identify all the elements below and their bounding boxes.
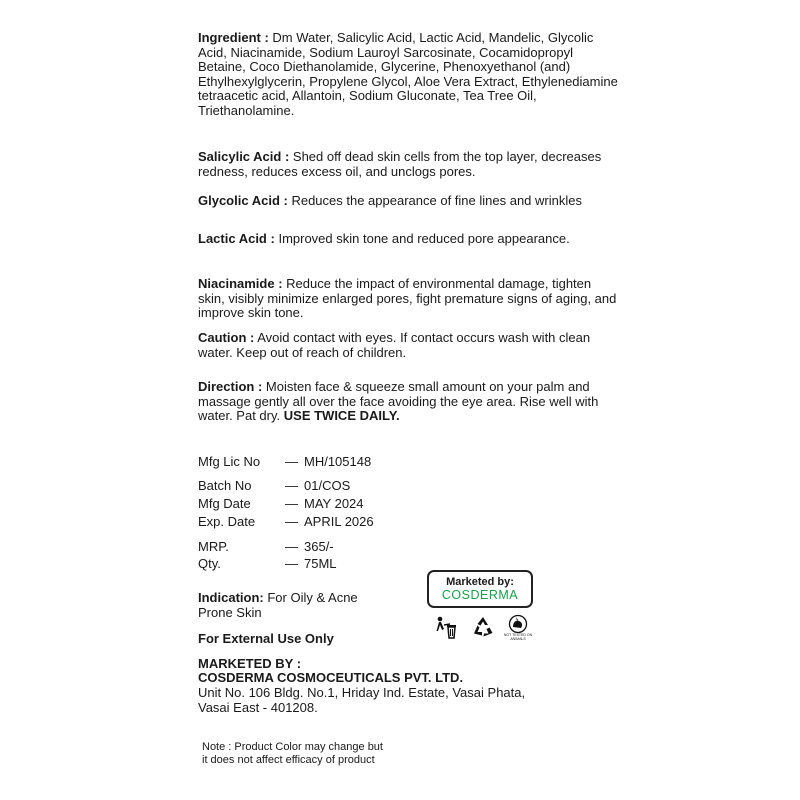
recycle-icon <box>471 615 495 644</box>
indication-heading: Indication: <box>198 590 264 605</box>
ingredient-block <box>198 31 618 119</box>
spec-dash: — <box>285 478 298 493</box>
marketer-company: COSDERMA COSMOCEUTICALS PVT. LTD. <box>198 670 464 685</box>
spec-value: MH/105148 <box>304 454 372 469</box>
spec-value: 01/COS <box>304 478 351 493</box>
niacinamide-heading: Niacinamide : <box>198 276 283 291</box>
glycolic-text: Reduces the appearance of fine lines and wrinkles <box>291 193 582 208</box>
spec-value: 75ML <box>304 556 337 571</box>
spec-value: APRIL 2026 <box>304 514 374 529</box>
spec-key: Batch No <box>198 478 252 493</box>
caution-block <box>198 331 618 360</box>
spec-key: Exp. Date <box>198 514 256 529</box>
spec-dash: — <box>285 454 298 469</box>
marketed-by-brand: COSDERMA <box>441 588 519 602</box>
indication-text: For Oily & Acne Prone Skin <box>198 590 358 620</box>
spec-key: Qty. <box>198 556 221 571</box>
marketer-heading: MARKETED BY : <box>198 656 302 671</box>
ingredient-heading: Ingredient : <box>198 30 269 45</box>
indication-block <box>198 591 358 620</box>
marketed-by-badge <box>427 570 533 608</box>
niacinamide-block <box>198 277 618 321</box>
spec-value: 365/- <box>304 539 334 554</box>
direction-emphasis: USE TWICE DAILY. <box>283 408 400 424</box>
ingredient-text: Dm Water, Salicylic Acid, Lactic Acid, Mandelic, Glycolic Acid, Niacinamide, Sodium Lauroyl Sarcosinate, Cocamidopropyl Betaine, Coco Diethanolamide, Glycerine, Phenoxyethanol (and) Ethylhexylglycerin, Propylene Glycol, Aloe Vera Extract, Ethylenediamine tetraacetic acid, Allantoin, Sodium Gluconate, Tea Tree Oil, Triethanolamine. <box>198 30 618 118</box>
caution-heading: Caution : <box>198 330 255 345</box>
direction-heading: Direction : <box>198 379 263 394</box>
niacinamide-text: Reduce the impact of environmental damage, tighten skin, visibly minimize enlarged pores, fight premature signs of aging, and improve skin tone. <box>198 276 617 321</box>
spec-key: Mfg Lic No <box>198 454 261 469</box>
spec-key: MRP. <box>198 539 229 554</box>
spec-dash: — <box>285 556 298 571</box>
spec-dash: — <box>285 539 298 554</box>
lactic-heading: Lactic Acid : <box>198 231 275 246</box>
salicylic-block <box>198 150 618 179</box>
salicylic-text: Shed off dead skin cells from the top layer, decreases redness, reduces excess oil, and unclogs pores. <box>198 149 602 179</box>
marketer-address: Unit No. 106 Bldg. No.1, Hriday Ind. Estate, Vasai Phata, Vasai East - 401208. <box>198 685 526 715</box>
spec-key: Mfg Date <box>198 496 251 511</box>
caution-text: Avoid contact with eyes. If contact occurs wash with clean water. Keep out of reach of children. <box>198 330 591 360</box>
salicylic-heading: Salicylic Acid : <box>198 149 290 164</box>
spec-dash: — <box>285 514 298 529</box>
spec-value: MAY 2024 <box>304 496 364 511</box>
not-tested-text: NOT TESTED ON ANIMALS <box>503 633 533 641</box>
marketed-by-title: Marketed by: <box>446 576 514 588</box>
note-line-2: it does not affect efficacy of product <box>202 754 375 766</box>
glycolic-heading: Glycolic Acid : <box>198 193 288 208</box>
lactic-text: Improved skin tone and reduced pore appearance. <box>278 231 570 246</box>
external-use-text: For External Use Only <box>198 631 334 646</box>
not-tested-on-animals-icon <box>506 614 530 647</box>
direction-block <box>198 380 618 424</box>
direction-text: Moisten face & squeeze small amount on your palm and massage gently all over the face avoiding the eye area. Rise well with water. Pat dry. <box>198 379 599 424</box>
dispose-in-bin-icon <box>436 615 458 646</box>
spec-dash: — <box>285 496 298 511</box>
note-line-1: Note : Product Color may change but <box>202 741 383 753</box>
lactic-block <box>198 232 618 247</box>
glycolic-block <box>198 194 618 209</box>
